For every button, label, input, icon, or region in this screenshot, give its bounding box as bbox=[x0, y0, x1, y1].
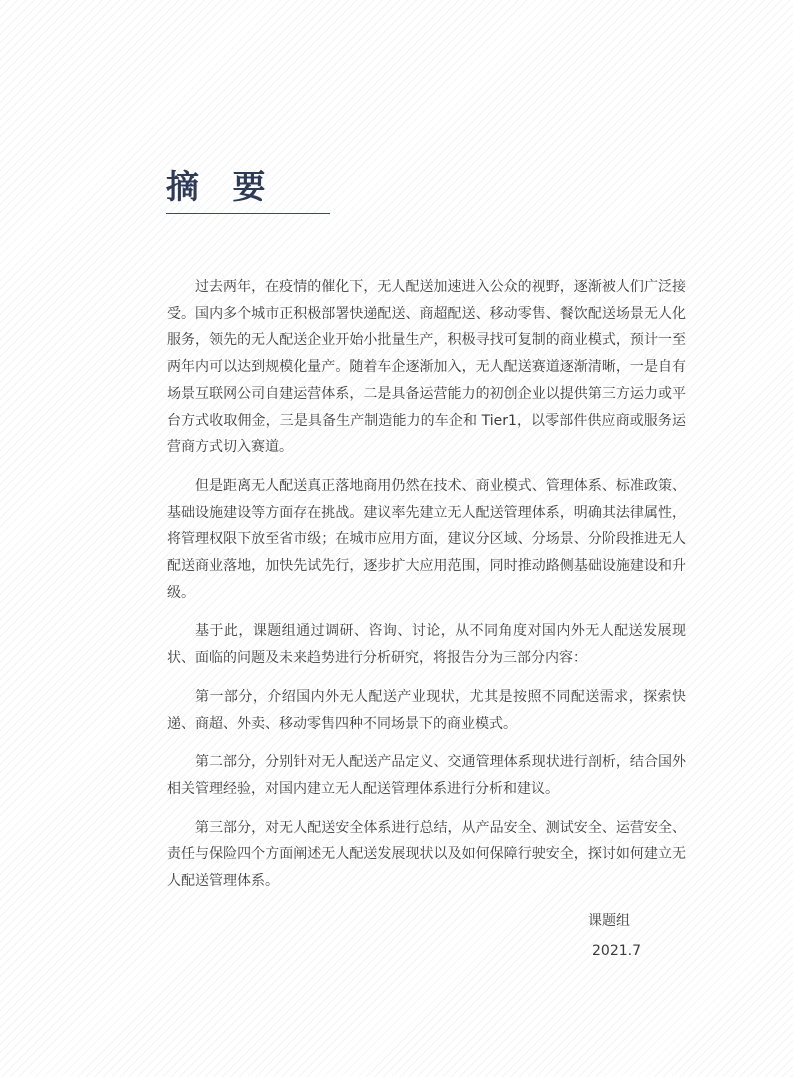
paragraph-6: 第三部分，对无人配送安全体系进行总结，从产品安全、测试安全、运营安全、责任与保险四个方面阐述无人配送发展现状以及如何保障行驶安全，探讨如何建立无人配送管理体系。 bbox=[167, 819, 686, 890]
signature-author: 课题组 bbox=[588, 913, 630, 929]
paragraph-5: 第二部分，分别针对无人配送产品定义、交通管理体系现状进行剖析，结合国外相关管理经验，对国内建立无人配送管理体系进行分析和建议。 bbox=[167, 754, 686, 797]
paragraph-1: 过去两年，在疫情的催化下，无人配送加速进入公众的视野，逐渐被人们广泛接受。国内多个城市正积极部署快递配送、商超配送、移动零售、餐饮配送场景无人化服务，领先的无人配送企业开始小批量生产，积极寻找可复制的商业模式，预计一至两年内可以达到规模化量产。随着车企逐渐加入，无人配送赛道逐渐清晰，一是自有场景互联网公司自建运营体系，二是具备运营能力的初创企业以提供第三方运力或平台方式收取佣金，三是具备生产制造能力的车企和 Tier1，以零部件供应商或服务运营商方式切入赛道。 bbox=[167, 279, 686, 456]
signature-date: 2021.7 bbox=[592, 943, 641, 959]
page-title: 摘 要 bbox=[166, 167, 277, 206]
title-underline bbox=[166, 213, 330, 214]
abstract-body bbox=[167, 274, 686, 907]
paragraph-4: 第一部分，介绍国内外无人配送产业现状，尤其是按照不同配送需求，探索快递、商超、外卖、移动零售四种不同场景下的商业模式。 bbox=[167, 688, 686, 732]
paragraph-2: 但是距离无人配送真正落地商用仍然在技术、商业模式、管理体系、标准政策、基础设施建设等方面存在挑战。建议率先建立无人配送管理体系，明确其法律属性，将管理权限下放至省市级；在城市应用方面，建议分区域、分场景、分阶段推进无人配送商业落地，加快先试先行，逐步扩大应用范围，同时推动路侧基础设施建设和升级。 bbox=[167, 477, 686, 601]
paragraph-3: 基于此，课题组通过调研、咨询、讨论，从不同角度对国内外无人配送发展现状、面临的问题及未来趋势进行分析研究，将报告分为三部分内容： bbox=[167, 623, 686, 667]
signature-block bbox=[560, 906, 660, 966]
